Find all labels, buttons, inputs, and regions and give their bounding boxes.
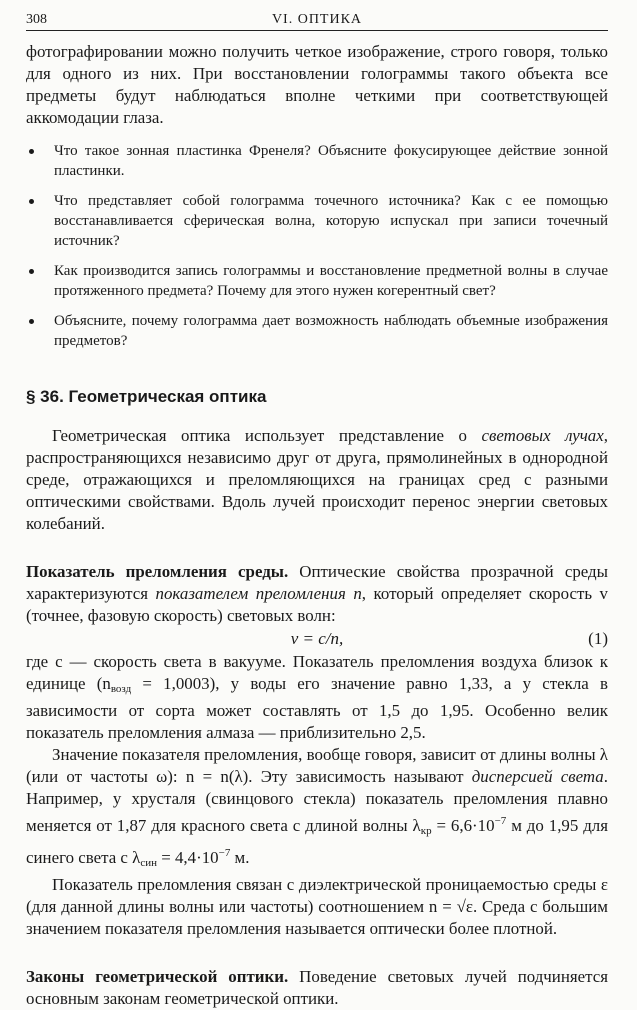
text-run: Значение показателя преломления, вообще говоря, зависит от длины волны λ (или от частоты ω): n = n(λ). Эту зависимость называют [26, 745, 608, 786]
text-run: м. [230, 848, 250, 867]
running-head [26, 8, 608, 31]
refraction-values-paragraph [26, 651, 608, 744]
question-item: Объясните, почему голограмма дает возможность наблюдать объемные изображения предметов? [26, 311, 608, 351]
text-run: где c — скорость света в вакууме. Показатель преломления воздуха близок к единице (n [26, 652, 608, 693]
subscript: кр [420, 825, 432, 837]
superscript: −7 [218, 847, 231, 859]
text-run: . Например, у хрусталя (свинцового стекла) показатель преломления плавно меняется от 1,87 для красного света с длиной волны λ [26, 767, 608, 835]
text-run: , который определяет скорость v (точнее, фазовую скорость) световых волн: [26, 584, 608, 625]
text-run: = 1,0003), у воды его значение равно 1,33, а у стекла в зависимости от сорта может составлять от 1,5 до 1,95. Особенно велик показатель преломления алмаза — приблизительно 2,5. [26, 674, 608, 742]
text-run: Оптические свойства прозрачной среды характеризуются [26, 562, 608, 603]
review-questions [26, 141, 608, 351]
permittivity-paragraph: Показатель преломления связан с диэлектрической проницаемостью среды ε (для данной длины волны или частоты) соотношением n = √ε. Среда с большим значением показателя преломления называется оптически более плотной. [26, 875, 608, 938]
superscript: −7 [494, 815, 507, 827]
text-run: = 6,6·10 [431, 816, 495, 835]
term-refractive-index: показателем преломления n [155, 584, 362, 603]
text-run: Поведение световых лучей подчиняется основным законам геометрической оптики. [26, 967, 608, 1008]
subsection-lead: Показатель преломления среды. [26, 562, 289, 581]
formula-1 [26, 627, 608, 651]
dispersion-paragraph [26, 744, 608, 874]
page-number: 308 [26, 12, 47, 27]
subscript: возд [110, 683, 132, 695]
text-run: м до 1,95 для синего света с λ [26, 816, 609, 867]
subsection-lead: Законы геометрической оптики. [26, 967, 289, 986]
formula-number: (1) [588, 629, 608, 648]
section-heading: § 36. Геометрическая оптика [26, 387, 267, 406]
refraction-paragraph [26, 561, 608, 627]
laws-paragraph [26, 966, 608, 1010]
text-run: , распространяющихся независимо друг от друга, прямолинейных в однородной среде, отражающихся и преломляющихся на границах сред с разными оптическими свойствами. Вдоль лучей происходит перенос энергии световых колебаний. [26, 426, 608, 533]
formula-body: v = c/n, [290, 629, 344, 648]
question-item: Что такое зонная пластинка Френеля? Объясните фокусирующее действие зонной пластинки. [26, 141, 608, 181]
term-light-rays: световых лучах [481, 426, 604, 445]
subscript: син [140, 857, 157, 869]
question-item: Как производится запись голограммы и восстановление предметной волны в случае протяженного предмета? Почему для этого нужен когерентный свет? [26, 261, 608, 301]
section-intro-paragraph [26, 425, 608, 535]
intro-paragraph: фотографировании можно получить четкое изображение, строго говоря, только для одного из них. При восстановлении голограммы такого объекта все предметы будут наблюдаться вполне четкими при соответствующей аккомодации глаза. [26, 42, 608, 127]
text-run: Геометрическая оптика использует представление о [52, 426, 482, 445]
chapter-title: VI. ОПТИКА [271, 12, 363, 27]
question-item: Что представляет собой голограмма точечного источника? Как с ее помощью восстанавливается сферическая волна, которую испускал при записи точечный источник? [26, 191, 608, 251]
book-page [26, 8, 608, 1010]
term-dispersion: дисперсией света [471, 767, 604, 786]
text-run: = 4,4·10 [157, 848, 219, 867]
